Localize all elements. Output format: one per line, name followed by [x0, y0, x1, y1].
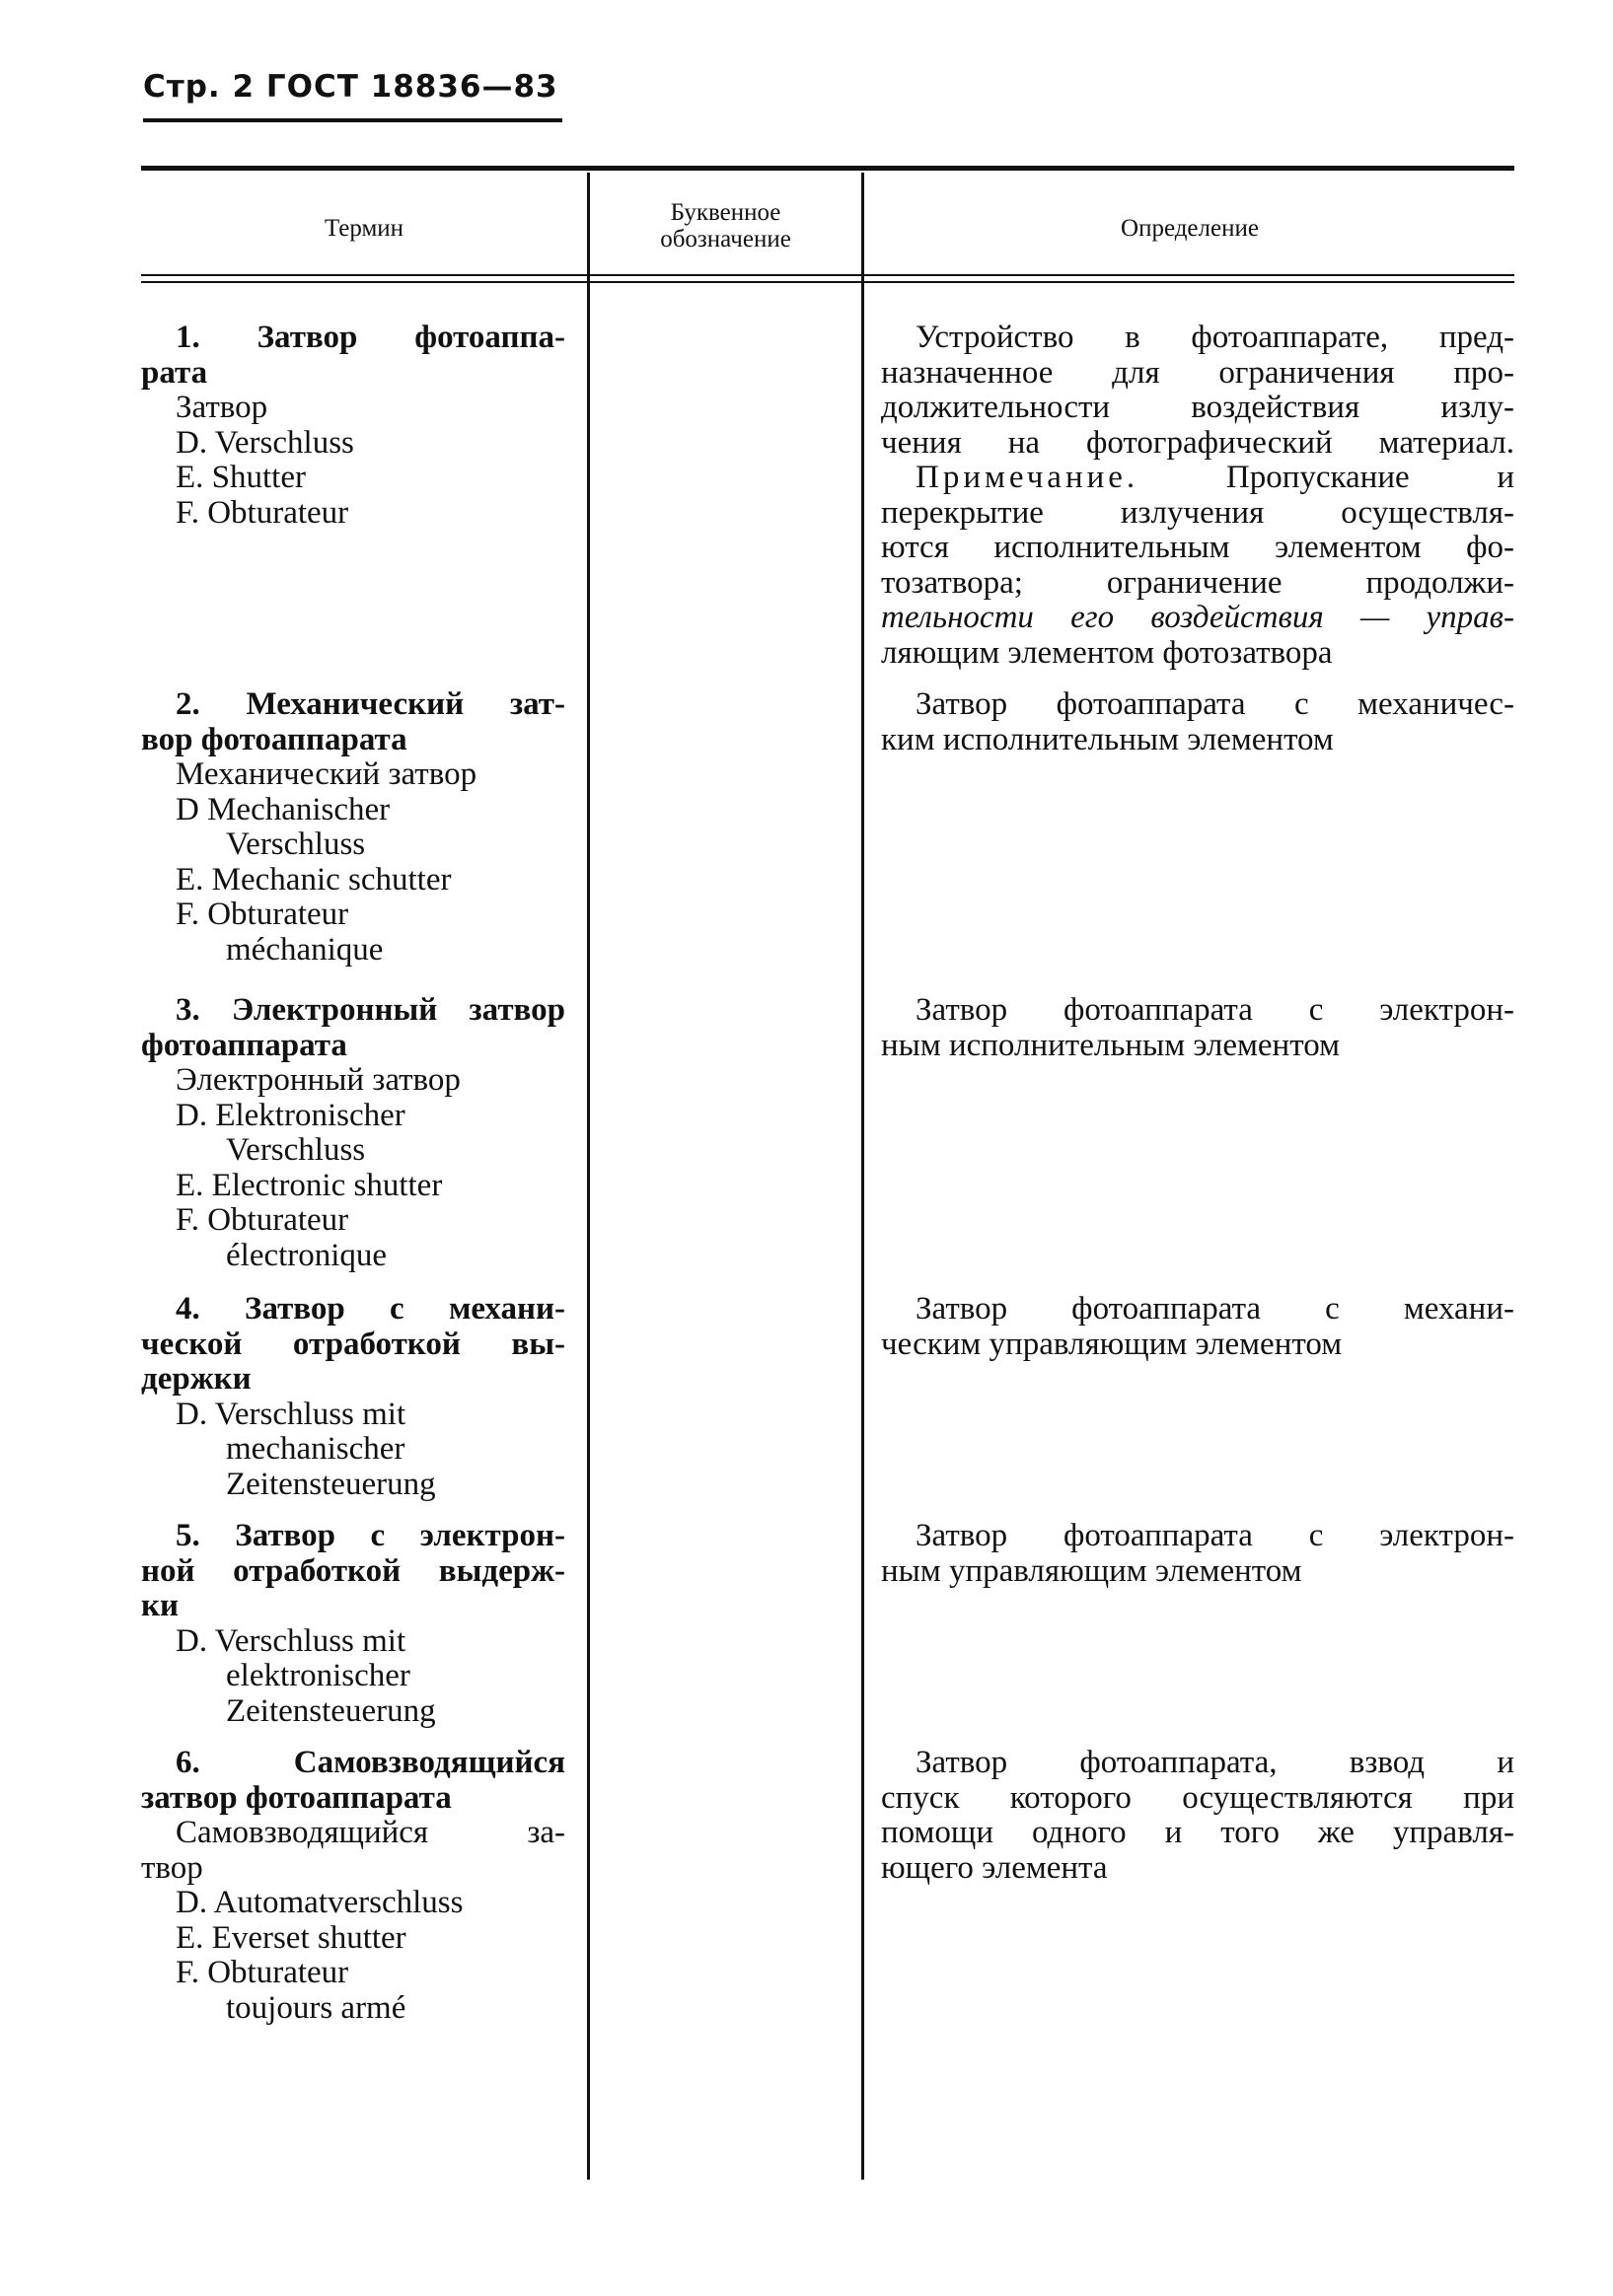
term-entry-4: 4. Затвор с механи- ческой отработкой вы- держки D. Verschluss mit mechanischer Zeitensteuerung	[141, 1291, 565, 1502]
table-head-rule-2	[141, 281, 1514, 283]
term-entry-6: 6. Самовзводящийся затвор фотоаппарата Самовзводящийся за- твор D. Automatverschluss E. Everset shutter F. Obturateur toujours armé	[141, 1745, 565, 2026]
term-entry-2: 2. Механический зат- вор фотоаппарата Механический затвор D Mechanischer Verschluss E. Mechanic schutter F. Obturateur méchanique	[141, 686, 565, 968]
table-top-rule	[141, 166, 1514, 171]
term-entry-5: 5. Затвор с электрон- ной отработкой выдерж- ки D. Verschluss mit elektronischer Zeitensteuerung	[141, 1518, 565, 1729]
definition-entry-1: Устройство в фотоаппарате, пред- назначенное для ограничения про- должительности воздействия излу- чения на фотографический материал. Примечание. Пропускание и перекрытие излучения осуществля- ются исполнительным элементом фо- тозатвора; ограничение продолжи- тельности его воздействия — управ- ляющим элементом фотозатвора	[881, 320, 1514, 671]
table-head-rule-1	[141, 274, 1514, 276]
definition-entry-2: Затвор фотоаппарата с механичес- ким исполнительным элементом	[881, 686, 1514, 757]
definition-entry-4: Затвор фотоаппарата с механи- ческим управляющим элементом	[881, 1291, 1514, 1362]
term-entry-3: 3. Электронный затвор фотоаппарата Электронный затвор D. Elektronischer Verschluss E. Electronic shutter F. Obturateur électronique	[141, 992, 565, 1273]
column-header-term: Термин	[324, 215, 404, 242]
definition-entry-6: Затвор фотоаппарата, взвод и спуск которого осуществляются при помощи одного и того же управля- ющего элемента	[881, 1745, 1514, 1886]
header-underline	[143, 118, 562, 122]
definition-entry-3: Затвор фотоаппарата с электрон- ным исполнительным элементом	[881, 992, 1514, 1063]
column-header-definition: Определение	[1121, 215, 1259, 242]
page-header: Стр. 2 ГОСТ 18836—83	[143, 69, 558, 105]
definition-entry-5: Затвор фотоаппарата с электрон- ным управляющим элементом	[881, 1518, 1514, 1589]
column-divider-2	[861, 173, 864, 2180]
term-entry-1: 1. Затвор фотоаппа- рата Затвор D. Verschluss E. Shutter F. Obturateur	[141, 320, 565, 531]
note-line: Примечание. Пропускание и	[916, 460, 1514, 495]
column-divider-1	[587, 173, 590, 2180]
column-header-symbol: Буквенное обозначение	[660, 199, 791, 252]
